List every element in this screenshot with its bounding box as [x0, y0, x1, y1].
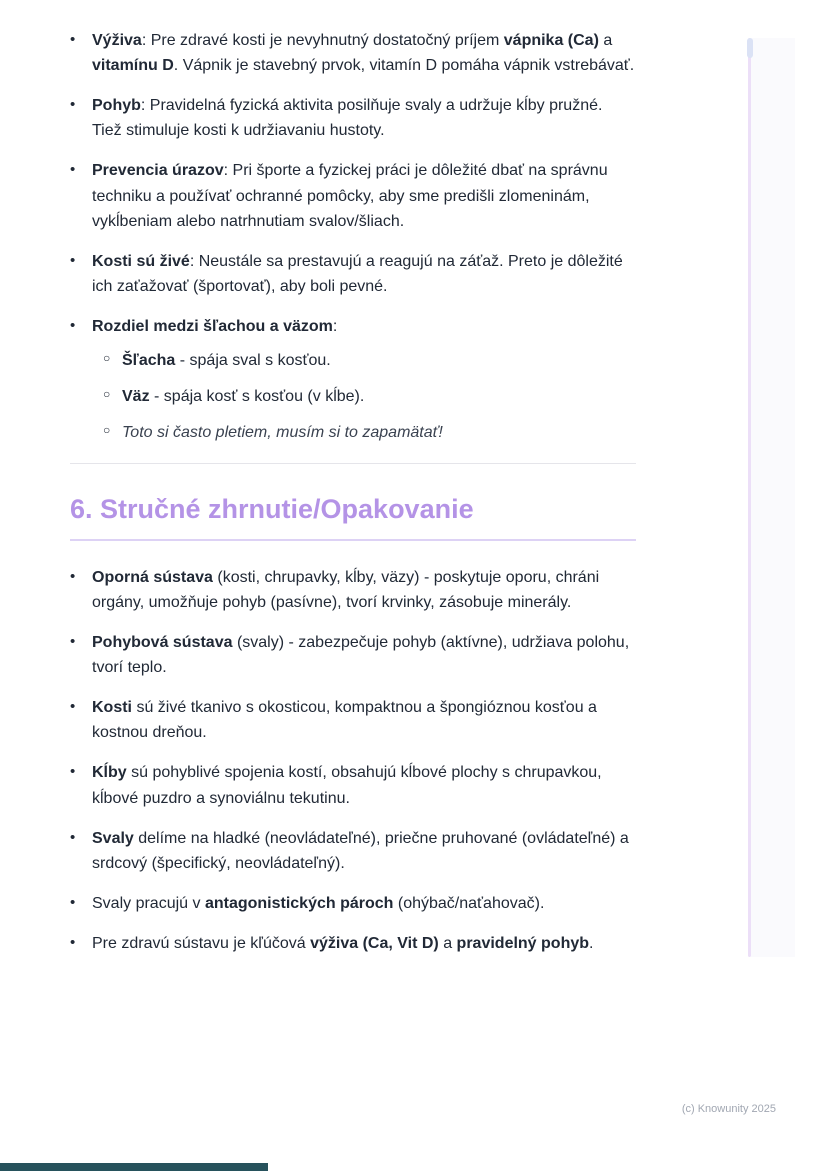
- list-item: [70, 630, 636, 680]
- scrollbar-thumb[interactable]: [747, 38, 753, 58]
- list-item: [70, 314, 636, 445]
- list-item: [70, 891, 636, 916]
- section-heading: 6. Stručné zhrnutie/Opakovanie: [70, 493, 636, 540]
- list-item-text: [122, 420, 636, 445]
- list-item-text: [122, 348, 636, 373]
- text-segment: výživa (Ca, Vit D): [310, 935, 439, 953]
- text-segment: : Pri športe a fyzickej práci je dôležité dbať na správnu techniku a používať ochranné pomôcky, aby sme predišli zlomeninám, vykĺbeniam alebo natrhnutiam svalov/šliach.: [92, 162, 608, 230]
- list-item: [103, 384, 636, 409]
- list-item-text: [92, 931, 636, 956]
- bullet-marker: •: [70, 316, 76, 334]
- bullet-marker: •: [70, 633, 76, 651]
- text-segment: sú pohyblivé spojenia kostí, obsahujú kĺbové plochy s chrupavkou, kĺbové puzdro a synoviálnu tekutinu.: [92, 764, 602, 807]
- text-segment: Toto si často pletiem, musím si to zapamätať!: [122, 424, 443, 442]
- list-item: [70, 695, 636, 745]
- list-item: [70, 93, 636, 143]
- list-item: [70, 826, 636, 876]
- nested-bullet-list: [103, 348, 636, 445]
- text-segment: Kĺby: [92, 764, 127, 782]
- bullet-marker: •: [70, 567, 76, 585]
- text-segment: Prevencia úrazov: [92, 162, 224, 180]
- text-segment: Väz: [122, 388, 150, 406]
- text-segment: (kosti, chrupavky, kĺby, väzy) - poskytuje oporu, chráni orgány, umožňuje pohyb (pasívne), tvorí krvinky, zásobuje minerály.: [92, 568, 600, 611]
- notes-bullet-list: [70, 28, 636, 445]
- bullet-marker: •: [70, 96, 76, 114]
- bullet-marker: •: [70, 31, 76, 48]
- text-segment: vápnika (Ca): [503, 32, 599, 49]
- bottom-page-bar: [0, 1163, 268, 1171]
- list-item: [70, 158, 636, 233]
- bullet-marker: ○: [103, 351, 111, 366]
- text-segment: - spája kosť s kosťou (v kĺbe).: [149, 388, 365, 406]
- list-item-text: [92, 158, 636, 233]
- bullet-marker: ○: [103, 387, 111, 402]
- document-content: [70, 28, 636, 971]
- text-segment: :: [332, 317, 338, 335]
- text-segment: : Neustále sa prestavujú a reagujú na záťaž. Preto je dôležité ich zaťažovať (športovať), aby boli pevné.: [92, 252, 623, 295]
- text-segment: Svaly pracujú v: [92, 894, 205, 912]
- text-segment: vitamínu D: [92, 57, 174, 75]
- list-item-text: [92, 28, 636, 78]
- text-segment: pravidelný pohyb: [456, 935, 590, 953]
- right-margin-shade: [751, 38, 795, 957]
- list-item-text: [92, 826, 636, 876]
- text-segment: delíme na hladké (neovládateľné), priečne pruhované (ovládateľné) a srdcový (špecifický, neovládateľný).: [92, 829, 629, 872]
- scrollbar-track[interactable]: [748, 38, 751, 957]
- text-segment: Pohybová sústava: [92, 634, 233, 652]
- list-item: [103, 420, 636, 445]
- list-item: [70, 565, 636, 615]
- text-segment: Oporná sústava: [92, 568, 213, 586]
- list-item-text: [92, 93, 636, 143]
- bullet-marker: •: [70, 763, 76, 781]
- list-item-text: [92, 891, 636, 916]
- text-segment: Svaly: [92, 829, 134, 847]
- summary-bullet-list: [70, 565, 636, 956]
- bullet-marker: •: [70, 698, 76, 716]
- text-segment: . Vápnik je stavebný prvok, vitamín D pomáha vápnik vstrebávať.: [173, 57, 635, 75]
- list-item: [103, 348, 636, 373]
- text-segment: Rozdiel medzi šľachou a väzom: [92, 317, 333, 335]
- bullet-marker: •: [70, 161, 76, 179]
- text-segment: - spája sval s kosťou.: [175, 352, 331, 370]
- text-segment: (svaly) - zabezpečuje pohyb (aktívne), udržiava polohu, tvorí teplo.: [92, 634, 630, 677]
- copyright-footer: (c) Knowunity 2025: [681, 1103, 776, 1115]
- text-segment: Kosti: [92, 699, 132, 717]
- list-item-text: [92, 695, 636, 745]
- text-segment: Kosti sú živé: [92, 252, 190, 270]
- text-segment: Pre zdravú sústavu je kľúčová: [92, 935, 311, 953]
- list-item-text: [92, 760, 636, 810]
- list-item: [70, 931, 636, 956]
- text-segment: a: [598, 32, 613, 49]
- bullet-marker: •: [70, 893, 76, 911]
- bullet-marker: ○: [103, 423, 111, 438]
- text-segment: .: [589, 935, 594, 953]
- bullet-marker: •: [70, 828, 76, 846]
- text-segment: Šľacha: [122, 352, 176, 370]
- list-item-text: [92, 249, 636, 299]
- text-segment: antagonistických pároch: [204, 894, 394, 912]
- text-segment: Pohyb: [92, 97, 141, 115]
- list-item-text: [92, 565, 636, 615]
- section-divider: [70, 463, 636, 464]
- text-segment: a: [438, 935, 457, 953]
- list-item: [70, 760, 636, 810]
- list-item-text: [92, 314, 636, 445]
- list-item-text: [92, 630, 636, 680]
- bullet-marker: •: [70, 934, 76, 952]
- text-segment: Výživa: [92, 32, 142, 49]
- text-segment: : Pre zdravé kosti je nevyhnutný dostatočný príjem: [141, 32, 504, 49]
- list-item: [70, 249, 636, 299]
- list-item: [70, 28, 636, 78]
- list-item-text: [122, 384, 636, 409]
- text-segment: (ohýbač/naťahovač).: [393, 894, 545, 912]
- bullet-marker: •: [70, 251, 76, 269]
- text-segment: sú živé tkanivo s okosticou, kompaktnou a špongióznou kosťou a kostnou dreňou.: [92, 699, 597, 742]
- text-segment: : Pravidelná fyzická aktivita posilňuje svaly a udržuje kĺby pružné. Tiež stimuluje kosti k udržiavaniu hustoty.: [92, 97, 603, 140]
